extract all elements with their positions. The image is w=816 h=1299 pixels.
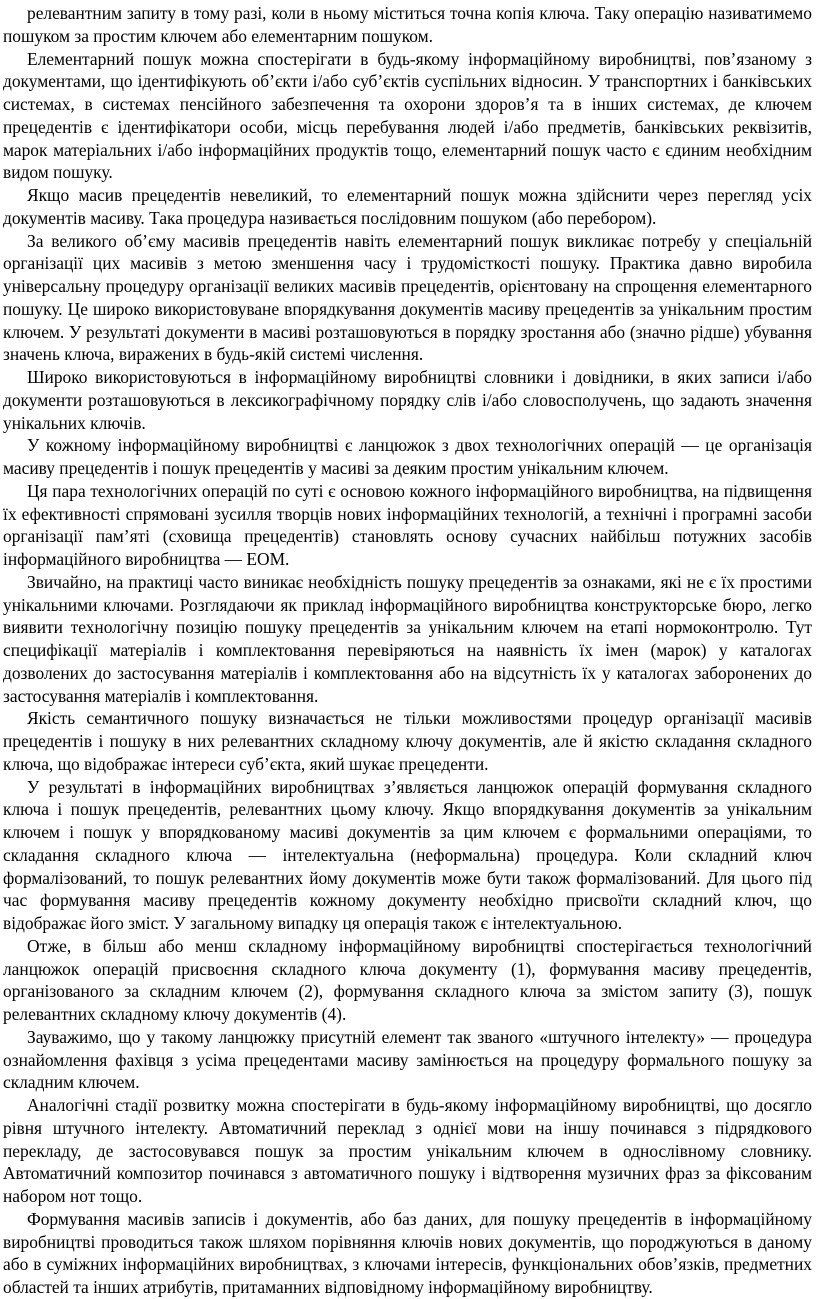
paragraph: Зауважимо, що у такому ланцюжку присутній елемент так званого «штучного інтелекту» — процедура ознайомлення фахівця з усіма прецедентами масиву замінюється на процедуру формального пошуку за складним ключем. [3,1026,812,1093]
paragraph: У результаті в інформаційних виробництвах з’являється ланцюжок операцій формування складного ключа і пошук прецедентів, релевантних цьому ключу. Якщо впорядкування документів за унікальним ключем і пошук у впорядкованому масиві документів за цим ключем є формальними операціями, то складання складного ключа — інтелектуальна (неформальна) процедура. Коли складний ключ формалізований, то пошук релевантних йому документів може бути також формалізований. Для цього під час формування масиву прецедентів кожному документу необхідно присвоїти складний ключ, що відображає його зміст. У загальному випадку ця операція також є інтелектуальною. [3,776,812,933]
paragraph: Широко використовуються в інформаційному виробництві словники і довідники, в яких записи і/або документи розташовуються в лексикографічному порядку слів і/або словосполучень, що задають значення унікальних ключів. [3,367,812,433]
paragraph: У кожному інформаційному виробництві є ланцюжок з двох технологічних операцій — це організація масиву прецедентів і пошук прецедентів у масиві за деяким простим унікальним ключем. [3,435,812,478]
paragraph-continuation: релевантним запиту в тому разі, коли в ньому міститься точна копія ключа. Таку операцію називатимемо пошуком за простим ключем або елементарним пошуком. [3,3,812,46]
paragraph: За великого об’єму масивів прецедентів навіть елементарний пошук викликає потребу у спеціальній організації цих масивів з метою зменшення часу і трудомісткості пошуку. Практика давно виробила універсальну процедуру організації великих масивів прецедентів, орієнтовану на спрощення елементарного пошуку. Це широко використовуване впорядкування документів масиву прецедентів за унікальним простим ключем. У результаті документи в масиві розташовуються в порядку зростання або (значно рідше) убування значень ключа, виражених в будь-якій системі числення. [3,230,812,365]
paragraph: Отже, в більш або менш складному інформаційному виробництві спостерігається технологічний ланцюжок операцій присвоєння складного ключа документу (1), формування масиву прецедентів, організованого за складним ключем (2), формування складного ключа за змістом запиту (3), пошук релевантних складному ключу документів (4). [3,935,812,1024]
paragraph: Якість семантичного пошуку визначається не тільки можливостями процедур організації масивів прецедентів і пошуку в них релевантних складному ключу документів, але й якістю складання складного ключа, що відображає інтереси суб’єкта, який шукає прецеденти. [3,708,812,774]
paragraph: Якщо масив прецедентів невеликий, то елементарний пошук можна здійснити через перегляд усіх документів масиву. Така процедура називається послідовним пошуком (або перебором). [3,185,812,228]
paragraph: Формування масивів записів і документів, або баз даних, для пошуку прецедентів в інформаційному виробництві проводиться також шляхом порівняння ключів нових документів, що породжуються в даному або в суміжних інформаційних виробництвах, з ключами інтересів, функціональних обов’язків, предметних областей та інших атрибутів, притаманних відповідному інформаційному виробництву. [3,1208,812,1297]
paragraph: Аналогічні стадії розвитку можна спостерігати в будь-якому інформаційному виробництві, що досягло рівня штучного інтелекту. Автоматичний переклад з однієї мови на іншу починався з підрядкового перекладу, де застосовувався пошук за простим унікальним ключем в однослівному словнику. Автоматичний композитор починався з автоматичного пошуку і відтворення музичних фраз за фіксованим набором нот тощо. [3,1095,812,1206]
paragraph: Елементарний пошук можна спостерігати в будь-якому інформаційному виробництві, пов’язаному з документами, що ідентифікують об’єкти і/або суб’єктів суспільних відносин. У транспортних і банківських системах, в системах пенсійного забезпечення та охорони здоров’я та в інших системах, де ключем прецедентів є ідентифікатори особи, місць перебування людей і/або предметів, банківських реквізитів, марок матеріальних і/або інформаційних продуктів тощо, елементарний пошук часто є єдиним необхідним видом пошуку. [3,48,812,183]
paragraph: Ця пара технологічних операцій по суті є основою кожного інформаційного виробництва, на підвищення їх ефективності спрямовані зусилля творців нових інформаційних технологій, а технічні і програмні засоби організації пам’яті (сховища прецедентів) становлять основу сучасних найбільш потужних засобів інформаційного виробництва — ЕОМ. [3,480,812,569]
paragraph: Звичайно, на практиці часто виникає необхідність пошуку прецедентів за ознаками, які не є їх простими унікальними ключами. Розглядаючи як приклад інформаційного виробництва конструкторське бюро, легко виявити технологічну позицію пошуку прецедентів за унікальним ключем на етапі нормоконтролю. Тут специфікації матеріалів і комплектовання перевіряються на наявність їх імен (марок) у каталогах дозволених до застосування матеріалів і комплектовання або на відсутність їх у каталогах заборонених до застосування матеріалів і комплектовання. [3,571,812,706]
